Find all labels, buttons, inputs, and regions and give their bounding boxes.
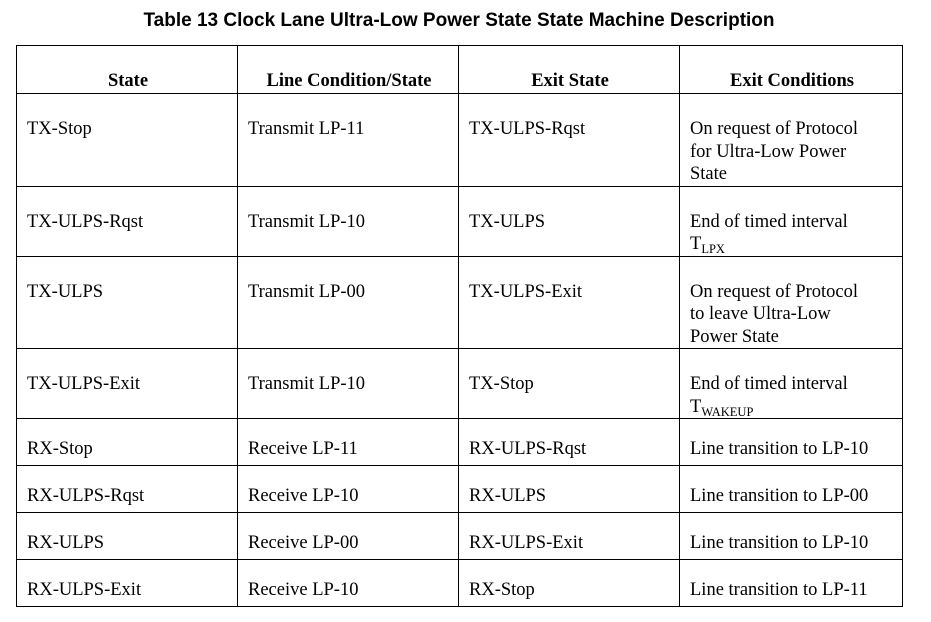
cell-state: RX-ULPS — [17, 513, 238, 560]
condition-line: to leave Ultra-Low — [690, 304, 831, 324]
cell-exit-state: TX-ULPS — [459, 186, 680, 256]
timing-subscript: WAKEUP — [701, 404, 754, 419]
cell-exit-conditions — [680, 256, 903, 349]
condition-line: End of timed interval — [690, 374, 848, 394]
cell-state: TX-Stop — [17, 94, 238, 187]
condition-line: Power State — [690, 326, 779, 347]
condition-line: End of timed interval — [690, 211, 848, 232]
table-row — [17, 94, 903, 187]
cell-state: TX-ULPS — [17, 256, 238, 349]
cell-state: RX-ULPS-Exit — [17, 560, 238, 607]
timing-symbol: T — [690, 396, 702, 417]
cell-line-condition: Transmit LP-11 — [238, 94, 459, 187]
cell-exit-conditions — [680, 186, 903, 256]
header-state: State — [17, 46, 238, 94]
cell-exit-conditions: Line transition to LP-00 — [680, 466, 903, 513]
cell-exit-state: RX-ULPS-Exit — [459, 513, 680, 560]
cell-line-condition: Transmit LP-10 — [238, 349, 459, 419]
condition-line: State — [690, 164, 727, 184]
cell-line-condition: Receive LP-11 — [238, 419, 459, 466]
condition-line: On request of Protocol — [690, 119, 859, 139]
cell-exit-conditions — [680, 94, 903, 187]
cell-exit-conditions: Line transition to LP-11 — [680, 560, 903, 607]
table-row — [17, 419, 903, 466]
table-row — [17, 513, 903, 560]
cell-line-condition: Transmit LP-10 — [238, 186, 459, 256]
header-exit-state: Exit State — [459, 46, 680, 94]
header-row — [17, 46, 903, 94]
cell-exit-state: RX-ULPS — [459, 466, 680, 513]
cell-exit-state: RX-ULPS-Rqst — [459, 419, 680, 466]
table-row — [17, 186, 903, 256]
table-caption: Table 13 Clock Lane Ultra-Low Power State State Machine Description — [143, 10, 775, 31]
cell-state: TX-ULPS-Rqst — [17, 186, 238, 256]
header-exit-conditions: Exit Conditions — [680, 46, 903, 94]
timing-symbol: T — [690, 234, 702, 254]
state-machine-table — [16, 45, 903, 607]
header-line-condition: Line Condition/State — [238, 46, 459, 94]
cell-line-condition: Transmit LP-00 — [238, 256, 459, 349]
cell-exit-conditions: Line transition to LP-10 — [680, 513, 903, 560]
table-row — [17, 466, 903, 513]
cell-state: RX-ULPS-Rqst — [17, 466, 238, 513]
timing-subscript: LPX — [701, 242, 725, 256]
condition-line: for Ultra-Low Power — [690, 141, 847, 162]
cell-exit-state: RX-Stop — [459, 560, 680, 607]
table-row — [17, 560, 903, 607]
cell-exit-state: TX-ULPS-Exit — [459, 256, 680, 349]
cell-line-condition: Receive LP-10 — [238, 560, 459, 607]
table-row — [17, 256, 903, 349]
cell-line-condition: Receive LP-00 — [238, 513, 459, 560]
table-row — [17, 349, 903, 419]
cell-line-condition: Receive LP-10 — [238, 466, 459, 513]
cell-exit-state: TX-Stop — [459, 349, 680, 419]
cell-exit-state: TX-ULPS-Rqst — [459, 94, 680, 187]
cell-exit-conditions: Line transition to LP-10 — [680, 419, 903, 466]
cell-state: RX-Stop — [17, 419, 238, 466]
condition-line: On request of Protocol — [690, 281, 859, 302]
cell-state: TX-ULPS-Exit — [17, 349, 238, 419]
cell-exit-conditions — [680, 349, 903, 419]
